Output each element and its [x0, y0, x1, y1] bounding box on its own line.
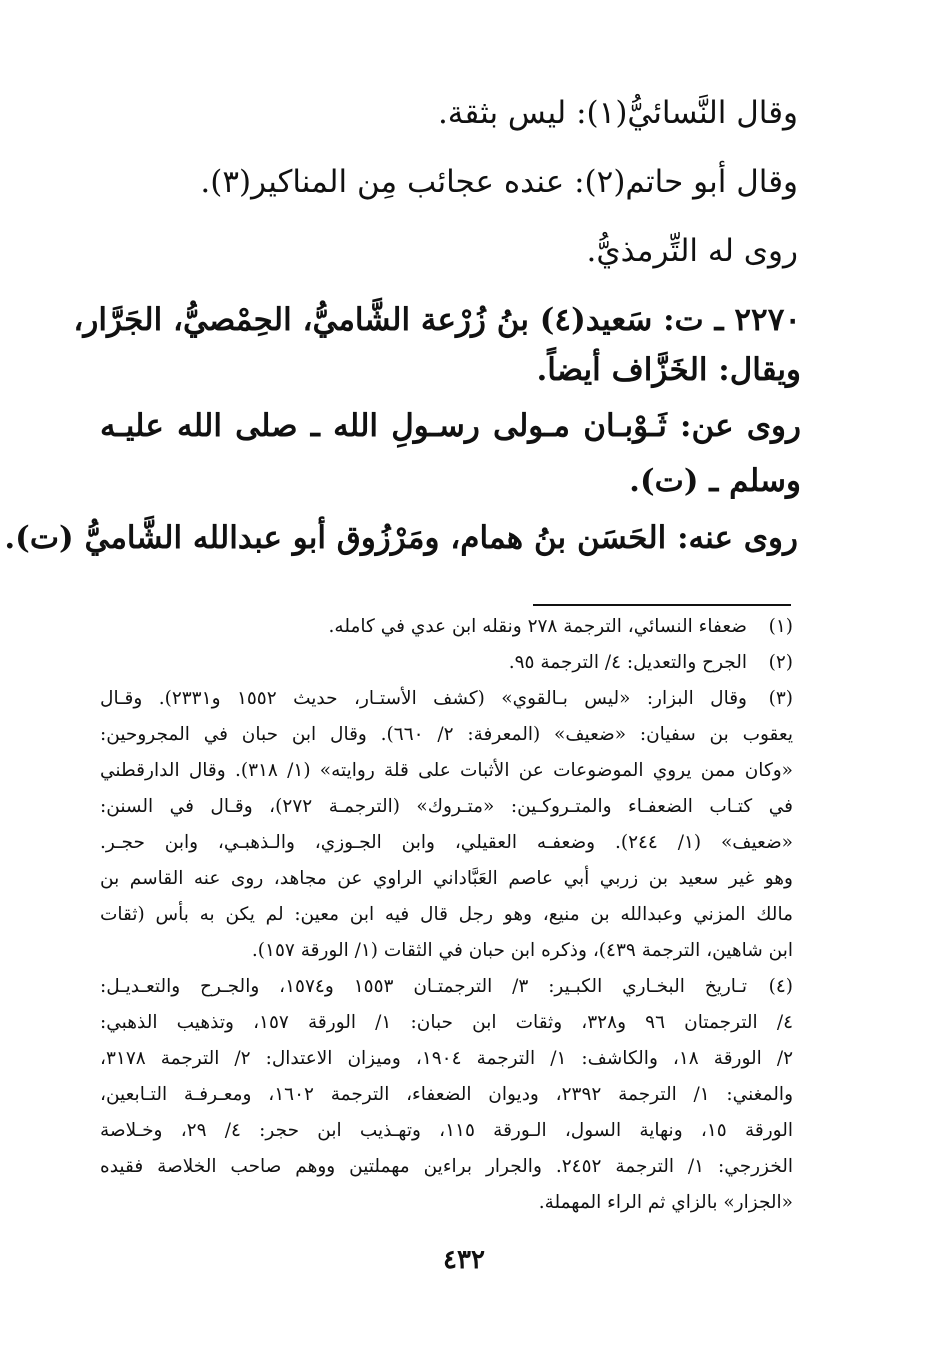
footnote-line: «ضعيف» (١/ ٢٤٤). وضعفـه العقيلي، وابن الجـوزي، والـذهبـي، وابن حجـر. [100, 832, 793, 853]
footnote-line: في كتـاب الضعفـاء والمتـروكـين: «متـروك» (الترجمـة ٢٧٢)، وقـال في السنن: [100, 796, 793, 817]
text-line: روى له التِّرمذيُّ. [586, 233, 798, 269]
footnote-number: (١) [768, 616, 793, 637]
footnote-number: (٢) [768, 652, 793, 673]
footnote-line: مالك المزني وعبدالله بن منيع، وهو رجل قال فيه ابن معين: لم يكن به بأس (ثقات [100, 904, 793, 925]
footnote-line: ضعفاء النسائي، الترجمة ٢٧٨ ونقله ابن عدي في كامله. [328, 616, 747, 637]
footnote-number: (٣) [768, 688, 793, 709]
footnote-line: وهو غير سعيد بن زربي أبي عاصم العَبَّاداني الراوي عن مجاهد، روى عنه القاسم بن [100, 868, 793, 889]
page-number: ٤٣٢ [443, 1245, 485, 1275]
footnote-separator [533, 604, 791, 606]
footnote-line: وقال البزار: «ليس بـالقوي» (كشف الأستـار، حديث ١٥٥٢ و٢٣٣١). وقـال [100, 688, 747, 709]
footnote-line: «وكان ممن يروي الموضوعات عن الأثبات على قلة روايته» (١/ ٣١٨). وقال الدارقطني [100, 760, 793, 781]
footnote-line: والمغني: ١/ الترجمة ٢٣٩٢، وديوان الضعفاء، الترجمة ١٦٠٢، ومعـرفـة التـابعين، [100, 1084, 793, 1105]
text-line: ويقال: الخَزَّاف أيضاً. [536, 352, 801, 388]
text-line: وقال النَّسائيُّ(١): ليس بثقة. [437, 95, 798, 131]
footnote-line: ٤/ الترجمتان ٩٦ و٣٢٨، وثقات ابن حبان: ١/ الورقة ١٥٧، وتذهيب الذهبي: [100, 1012, 793, 1033]
footnote-line: الجرح والتعديل: ٤/ الترجمة ٩٥. [508, 652, 747, 673]
footnote-number: (٤) [768, 976, 793, 997]
narrated-from-line: روى عن: ثَـوْبـان مـولى رسـولِ الله ـ صلى الله عليـه [100, 408, 801, 444]
text-line: وقال أبو حاتم(٢): عنده عجائب مِن المناكير(٣). [200, 164, 798, 200]
narrated-by-line: روى عنه: الحَسَن بنُ همام، ومَرْزُوق أبو عبدالله الشَّاميُّ (ت). [4, 520, 798, 556]
footnote-line: «الجزار» بالزاي ثم الراء المهملة. [538, 1192, 793, 1213]
footnote-line: ٢/ الورقة ١٨، والكاشف: ١/ الترجمة ١٩٠٤، وميزان الاعتدال: ٢/ الترجمة ٣١٧٨، [100, 1048, 793, 1069]
footnote-line: الورقة ١٥، ونهاية السول، الـورقة ١١٥، وتهـذيب ابن حجر: ٤/ ٢٩، وخـلاصة [100, 1120, 793, 1141]
footnote-line: تـاريخ البخـاري الكبـير: ٣/ الترجمتـان ١٥٥٣ و١٥٧٤، والجـرح والتعـديـل: [100, 976, 747, 997]
footnote-line: الخزرجي: ١/ الترجمة ٢٤٥٢. والجرار براءين مهملتين ووهم صاحب الخلاصة فقيده [100, 1156, 793, 1177]
entry-heading-line: ٢٢٧٠ ـ ت: سَعيد(٤) بنُ زُرْعة الشَّاميُّ، الحِمْصيُّ، الجَرَّار، [73, 302, 801, 338]
text-line: وسلم ـ (ت). [629, 463, 801, 499]
footnote-line: ابن شاهين، الترجمة ٤٣٩)، وذكره ابن حبان في الثقات (١/ الورقة ١٥٧). [251, 940, 793, 961]
footnote-line: يعقوب بن سفيان: «ضعيف» (المعرفة: ٢/ ٦٦٠). وقال ابن حبان في المجروحين: [100, 724, 793, 745]
